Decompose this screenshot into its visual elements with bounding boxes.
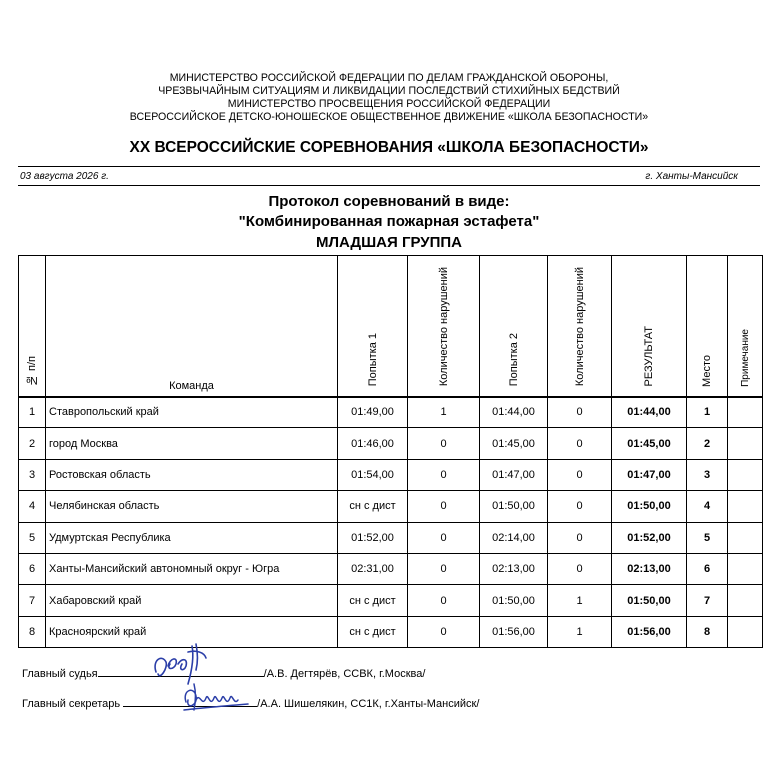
header-divider bbox=[18, 166, 760, 167]
cell-team: Удмуртская Республика bbox=[46, 522, 338, 553]
secretary-signature-graphic bbox=[180, 680, 252, 720]
cell-num: 5 bbox=[19, 522, 46, 553]
secretary-label: Главный секретарь bbox=[22, 698, 121, 710]
cell-place: 8 bbox=[687, 616, 728, 647]
cell-team: Хабаровский край bbox=[46, 585, 338, 616]
cell-place: 2 bbox=[687, 428, 728, 459]
cell-try1: сн с дист bbox=[338, 491, 408, 522]
table-row bbox=[19, 553, 763, 584]
judge-name: /А.В. Дегтярёв, ССВК, г.Москва/ bbox=[263, 668, 426, 680]
cell-result: 01:50,00 bbox=[612, 585, 687, 616]
cell-try2: 02:13,00 bbox=[480, 553, 548, 584]
cell-note bbox=[728, 585, 763, 616]
cell-try2: 01:45,00 bbox=[480, 428, 548, 459]
cell-note bbox=[728, 491, 763, 522]
cell-place: 4 bbox=[687, 491, 728, 522]
movement-line: ВСЕРОССИЙСКОЕ ДЕТСКО-ЮНОШЕСКОЕ ОБЩЕСТВЕННОЕ ДВИЖЕНИЕ «ШКОЛА БЕЗОПАСНОСТИ» bbox=[129, 111, 649, 123]
cell-team: Ханты-Мансийский автономный округ - Югра bbox=[46, 553, 338, 584]
cell-violations-2: 0 bbox=[548, 428, 612, 459]
cell-place: 3 bbox=[687, 459, 728, 490]
table-header-row bbox=[19, 256, 763, 397]
col-header-result: РЕЗУЛЬТАТ bbox=[612, 256, 687, 397]
cell-violations-2: 0 bbox=[548, 522, 612, 553]
cell-try2: 01:50,00 bbox=[480, 491, 548, 522]
cell-violations-2: 0 bbox=[548, 553, 612, 584]
cell-violations-1: 0 bbox=[408, 522, 480, 553]
cell-try1: 01:46,00 bbox=[338, 428, 408, 459]
judge-signature-line bbox=[22, 668, 425, 680]
cell-place: 6 bbox=[687, 553, 728, 584]
table-row bbox=[19, 491, 763, 522]
col-header-note: Примечание bbox=[728, 256, 763, 397]
table-row bbox=[19, 397, 763, 428]
cell-try1: 01:54,00 bbox=[338, 459, 408, 490]
ministry-line-2: ЧРЕЗВЫЧАЙНЫМ СИТУАЦИЯМ И ЛИКВИДАЦИИ ПОСЛЕДСТВИЙ СТИХИЙНЫХ БЕДСТВИЙ bbox=[158, 85, 620, 97]
col-header-try2: Попытка 2 bbox=[480, 256, 548, 397]
cell-violations-1: 0 bbox=[408, 459, 480, 490]
cell-num: 3 bbox=[19, 459, 46, 490]
cell-team: Красноярский край bbox=[46, 616, 338, 647]
cell-team: Челябинская область bbox=[46, 491, 338, 522]
cell-note bbox=[728, 428, 763, 459]
cell-num: 6 bbox=[19, 553, 46, 584]
cell-try2: 02:14,00 bbox=[480, 522, 548, 553]
col-header-try1: Попытка 1 bbox=[338, 256, 408, 397]
ministry-line-1: МИНИСТЕРСТВО РОССИЙСКОЙ ФЕДЕРАЦИИ ПО ДЕЛАМ ГРАЖДАНСКОЙ ОБОРОНЫ, bbox=[169, 72, 609, 84]
table-row bbox=[19, 616, 763, 647]
cell-result: 01:56,00 bbox=[612, 616, 687, 647]
cell-num: 7 bbox=[19, 585, 46, 616]
ministry-line-3: МИНИСТЕРСТВО ПРОСВЕЩЕНИЯ РОССИЙСКОЙ ФЕДЕРАЦИИ bbox=[227, 98, 551, 110]
cell-result: 02:13,00 bbox=[612, 553, 687, 584]
table-row bbox=[19, 428, 763, 459]
cell-violations-1: 0 bbox=[408, 616, 480, 647]
cell-violations-2: 1 bbox=[548, 616, 612, 647]
cell-try1: 02:31,00 bbox=[338, 553, 408, 584]
cell-team: город Москва bbox=[46, 428, 338, 459]
cell-num: 8 bbox=[19, 616, 46, 647]
cell-violations-1: 0 bbox=[408, 428, 480, 459]
cell-team: Ставропольский край bbox=[46, 397, 338, 428]
results-table bbox=[18, 255, 763, 648]
protocol-group: МЛАДШАЯ ГРУППА bbox=[316, 234, 462, 251]
cell-result: 01:52,00 bbox=[612, 522, 687, 553]
protocol-discipline: "Комбинированная пожарная эстафета" bbox=[238, 213, 540, 230]
cell-try1: сн с дист bbox=[338, 585, 408, 616]
cell-violations-2: 1 bbox=[548, 585, 612, 616]
table-row bbox=[19, 585, 763, 616]
cell-try2: 01:47,00 bbox=[480, 459, 548, 490]
document-place: г. Ханты-Мансийск bbox=[645, 171, 738, 182]
col-header-num: № п/п bbox=[19, 256, 46, 397]
cell-violations-2: 0 bbox=[548, 491, 612, 522]
cell-violations-2: 0 bbox=[548, 459, 612, 490]
cell-note bbox=[728, 522, 763, 553]
table-row bbox=[19, 459, 763, 490]
protocol-title: Протокол соревнований в виде: bbox=[268, 193, 510, 210]
competition-title: XX ВСЕРОССИЙСКИЕ СОРЕВНОВАНИЯ «ШКОЛА БЕЗОПАСНОСТИ» bbox=[129, 139, 649, 156]
cell-try2: 01:44,00 bbox=[480, 397, 548, 428]
judge-label: Главный судья bbox=[22, 668, 98, 680]
cell-violations-1: 1 bbox=[408, 397, 480, 428]
cell-try2: 01:56,00 bbox=[480, 616, 548, 647]
cell-try1: 01:52,00 bbox=[338, 522, 408, 553]
cell-violations-1: 0 bbox=[408, 553, 480, 584]
cell-team: Ростовская область bbox=[46, 459, 338, 490]
cell-result: 01:47,00 bbox=[612, 459, 687, 490]
table-row bbox=[19, 522, 763, 553]
cell-result: 01:50,00 bbox=[612, 491, 687, 522]
cell-try1: 01:49,00 bbox=[338, 397, 408, 428]
cell-note bbox=[728, 459, 763, 490]
secretary-name: /А.А. Шишелякин, СС1К, г.Ханты-Мансийск/ bbox=[257, 698, 480, 710]
col-header-violations-1: Количество нарушений bbox=[408, 256, 480, 397]
cell-place: 5 bbox=[687, 522, 728, 553]
cell-num: 1 bbox=[19, 397, 46, 428]
cell-note bbox=[728, 553, 763, 584]
col-header-place: Место bbox=[687, 256, 728, 397]
document-date: 03 августа 2026 г. bbox=[20, 171, 109, 182]
col-header-violations-2: Количество нарушений bbox=[548, 256, 612, 397]
cell-result: 01:44,00 bbox=[612, 397, 687, 428]
cell-result: 01:45,00 bbox=[612, 428, 687, 459]
col-header-team: Команда bbox=[46, 256, 338, 397]
cell-note bbox=[728, 616, 763, 647]
cell-num: 4 bbox=[19, 491, 46, 522]
cell-note bbox=[728, 397, 763, 428]
cell-violations-2: 0 bbox=[548, 397, 612, 428]
cell-try1: сн с дист bbox=[338, 616, 408, 647]
cell-num: 2 bbox=[19, 428, 46, 459]
cell-violations-1: 0 bbox=[408, 491, 480, 522]
cell-violations-1: 0 bbox=[408, 585, 480, 616]
cell-place: 7 bbox=[687, 585, 728, 616]
date-divider bbox=[18, 185, 760, 186]
cell-place: 1 bbox=[687, 397, 728, 428]
cell-try2: 01:50,00 bbox=[480, 585, 548, 616]
